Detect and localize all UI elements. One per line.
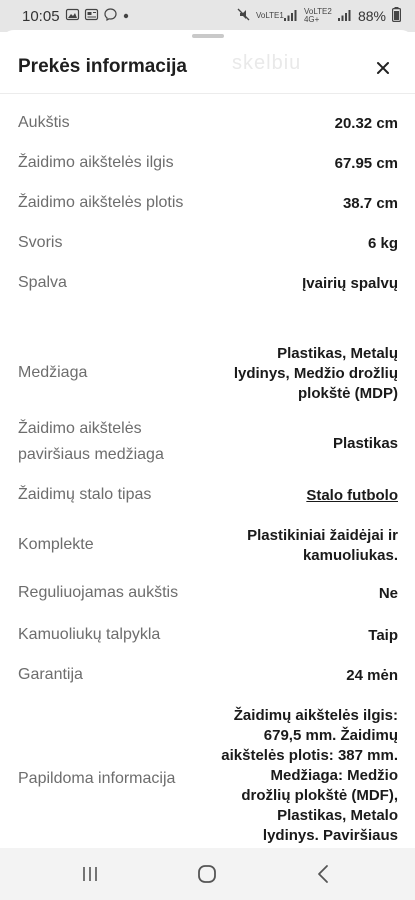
net-label-1: VoLTE1: [255, 11, 284, 20]
detail-value: Ne: [378, 585, 398, 602]
mute-icon: [237, 8, 250, 24]
detail-value: Įvairių spalvų: [302, 275, 398, 292]
home-icon: [197, 864, 217, 884]
news-icon: [85, 9, 98, 23]
detail-value: 20.32 cm: [334, 115, 398, 132]
battery-icon: [392, 7, 401, 25]
system-nav-bar: [0, 848, 415, 900]
back-button[interactable]: [303, 860, 343, 888]
messenger-icon: [104, 8, 117, 24]
detail-label: Žaidimo aikštelės ilgis: [18, 154, 174, 171]
sheet-title: Prekės informacija: [18, 56, 187, 77]
detail-label: Papildoma informacija: [18, 770, 176, 787]
detail-value: Žaidimų aikštelės ilgis: 679,5 mm. Žaidimų aikštelės plotis: 387 mm. Medžiaga: Medžio drožlių plokštė (MDF), Plastikas, Metalo lydinys. Paviršiaus: [221, 707, 398, 844]
table-type-link[interactable]: Stalo futbolo: [306, 487, 398, 504]
detail-label: Komplekte: [18, 536, 94, 553]
detail-label: Žaidimo aikštelės paviršiaus medžiaga: [18, 420, 164, 463]
detail-value: Plastikas, Metalų lydinys, Medžio drožlių plokštė (MDP): [233, 345, 398, 402]
status-left: [22, 8, 129, 25]
detail-label: Aukštis: [18, 114, 70, 131]
image-icon: [66, 9, 79, 23]
status-time: 10:05: [22, 7, 60, 25]
detail-value: 38.7 cm: [342, 195, 398, 212]
home-button[interactable]: [187, 860, 227, 888]
sheet-header: [0, 30, 415, 94]
back-icon: [316, 864, 330, 884]
detail-label: Žaidimų stalo tipas: [18, 486, 152, 503]
signal-icon-2: [338, 9, 352, 24]
detail-label: Spalva: [18, 274, 67, 291]
detail-value: 24 mėn: [346, 667, 398, 684]
detail-value: Taip: [368, 627, 398, 644]
product-info-sheet: [0, 30, 415, 848]
detail-value: 6 kg: [367, 235, 398, 252]
detail-label: Kamuoliukų talpykla: [18, 626, 161, 643]
recent-apps-icon: [80, 865, 100, 883]
detail-label: Svoris: [18, 234, 63, 251]
status-right: [237, 7, 401, 25]
detail-label: Žaidimo aikštelės plotis: [18, 194, 184, 211]
detail-label: Reguliuojamas aukštis: [18, 584, 179, 601]
dot-icon: [123, 10, 129, 22]
detail-value: 67.95 cm: [334, 155, 398, 172]
detail-label: Medžiaga: [18, 364, 88, 381]
signal-icon-1: [284, 9, 298, 24]
net-label-2: VoLTE2 4G+: [303, 7, 332, 24]
recent-apps-button[interactable]: [70, 860, 110, 888]
battery-level: 88%: [357, 8, 386, 24]
status-bar: [0, 0, 415, 32]
close-button[interactable]: [371, 56, 395, 80]
close-icon: [376, 61, 390, 75]
detail-label: Garantija: [18, 666, 83, 683]
site-watermark: skelbiu: [232, 52, 302, 74]
detail-value: Plastikiniai žaidėjai ir kamuoliukas.: [247, 527, 398, 564]
detail-value: Plastikas: [332, 435, 398, 452]
